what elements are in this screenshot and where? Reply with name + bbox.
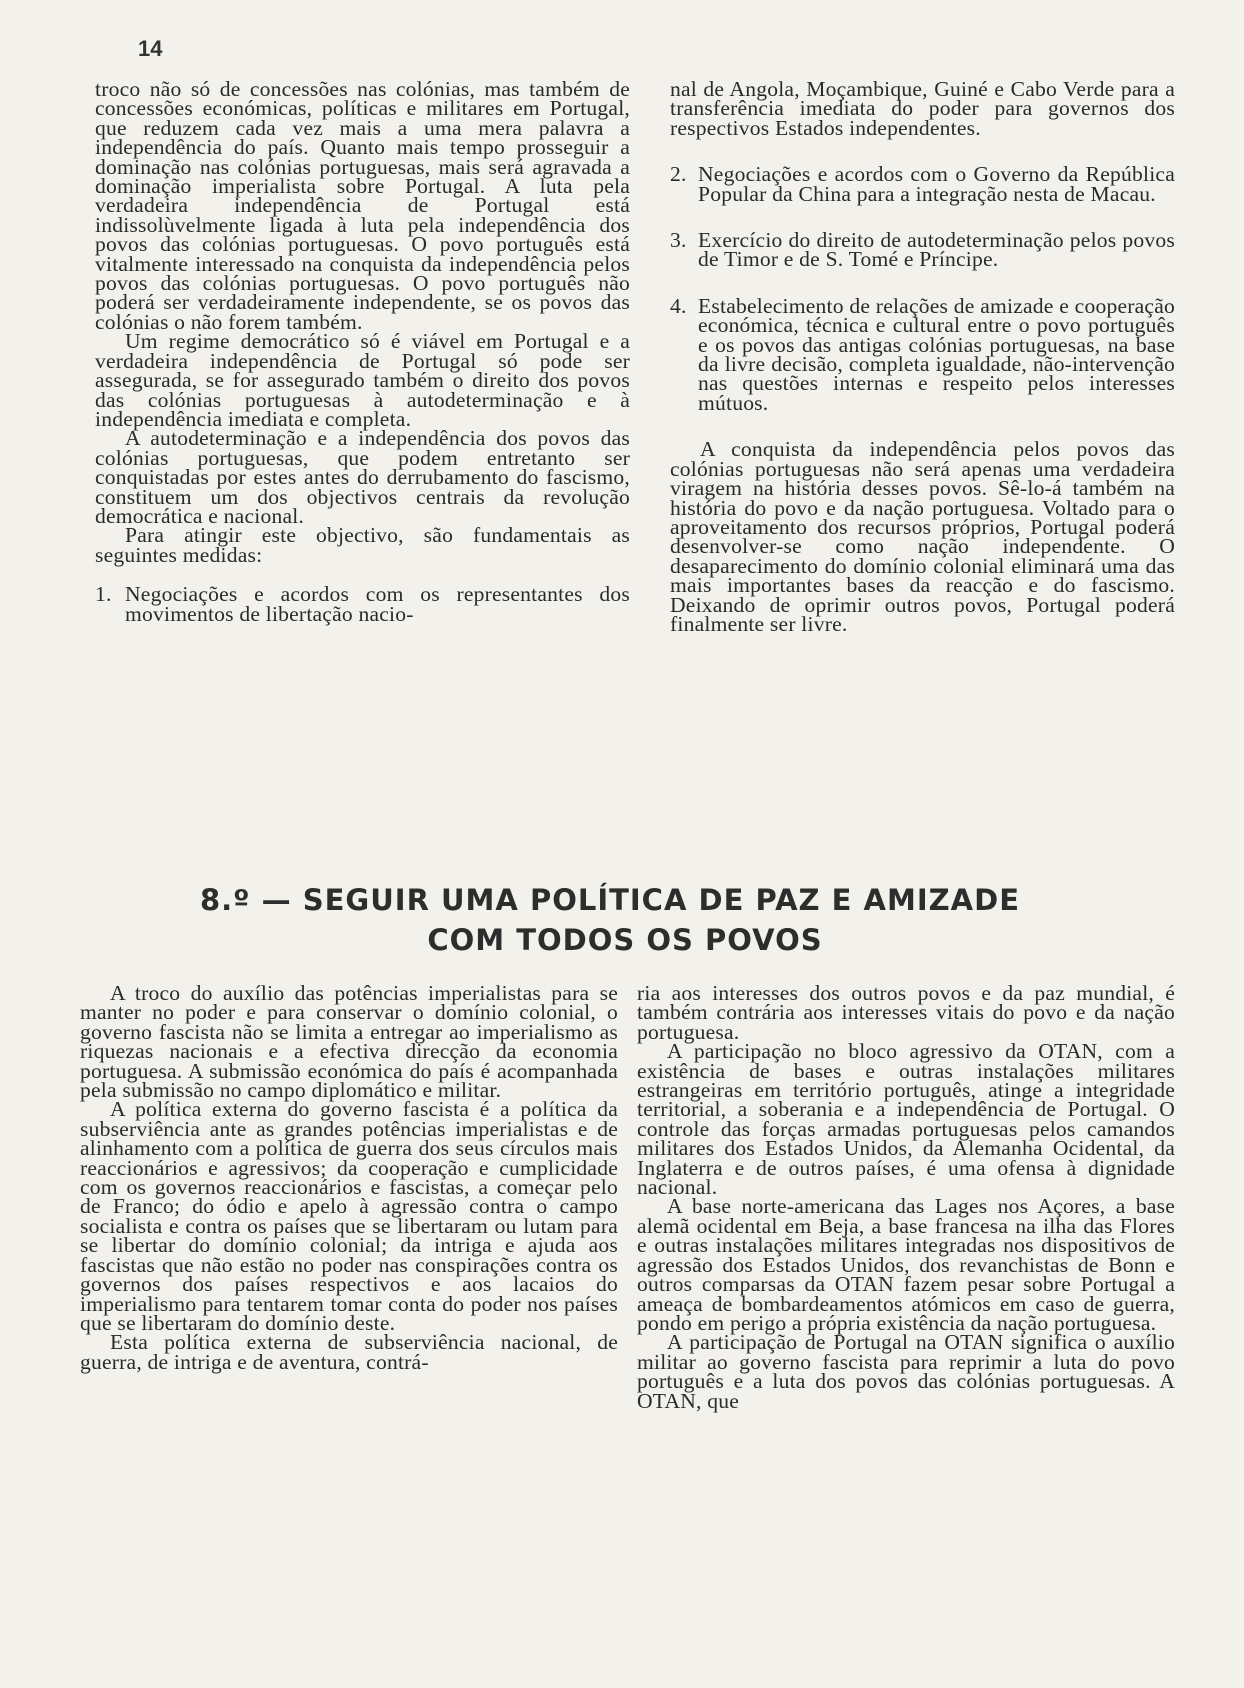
measures-list (95, 582, 630, 626)
list-item (670, 228, 1175, 272)
list-item-text: Negociações e acordos com os representantes dos movimentos de libertação nacio- (125, 582, 630, 626)
paragraph: troco não só de concessões nas colónias, mas também de concessões económicas, políticas e militares em Portugal, que reduzem cada vez mais a uma mera palavra a independência do país. Quanto mais tempo prosseguir a dominação nas colónias portuguesas, mais será agravada a dominação imperialista sobre Portugal. A luta pela verdadeira independência de Portugal está indissolùvelmente ligada à luta pela independência dos povos das colónias portuguesas. O povo português está vitalmente interessado na conquista da independência pelos povos das colónias portuguesas. O povo português não poderá ser verdadeiramente independente, se os povos das colónias o não forem também. (95, 77, 630, 334)
paragraph: A política externa do governo fascista é a política da subserviência ante as grandes potências imperialistas e de alinhamento com a política de guerra dos seus círculos mais reaccionários e agressivos; da cooperação e cumplicidade com os governos reaccionários e fascistas, a começar pelo de Franco; do ódio e apelo à agressão contra o campo socialista e contra os países que se libertaram ou lutam para se libertar do domínio colonial; da intriga e ajuda aos fascistas que não estão no poder nas conspirações contra os governos dos países respectivos e aos lacaios do imperialismo para tentarem tomar conta do poder nos países que se libertaram do domínio deste. (80, 1097, 618, 1335)
list-item-number: 2. (670, 162, 687, 187)
paragraph: A troco do auxílio das potências imperialistas para se manter no poder e para conservar o domínio colonial, o governo fascista não se limita a entregar ao imperialismo as riquezas nacionais e a efectiva direcção da economia portuguesa. A submissão económica do país é acompanhada pela submissão no campo diplomático e militar. (80, 981, 618, 1103)
paragraph: Esta política externa de subserviência nacional, de guerra, de intriga e de aventura, contrá- (80, 1330, 618, 1374)
list-item (670, 162, 1175, 206)
section-heading-line1: 8.º — SEGUIR UMA POLÍTICA DE PAZ E AMIZADE (199, 883, 1020, 917)
list-item-text: Negociações e acordos com o Governo da República Popular da China para a integração nesta de Macau. (698, 162, 1175, 206)
paragraph: ria aos interesses dos outros povos e da paz mundial, é também contrária aos interesses vitais do povo e da nação portuguesa. (637, 981, 1175, 1044)
paragraph: Para atingir este objectivo, são fundamentais as seguintes medidas: (95, 523, 630, 567)
bottom-left-column (80, 981, 618, 1374)
paragraph: A participação de Portugal na OTAN significa o auxílio militar ao governo fascista para reprimir a luta do povo português e a luta dos povos das colónias portuguesas. A OTAN, que (637, 1330, 1175, 1413)
paragraph: A participação no bloco agressivo da OTAN, com a existência de bases e outras instalações militares estrangeiras em território português, atinge a integridade territorial, a soberania e a independência de Portugal. O controle das forças armadas portuguesas pelos camandos militares dos Estados Unidos, da Alemanha Ocidental, da Inglaterra e de outros países, é uma ofensa à dignidade nacional. (637, 1039, 1175, 1200)
list-item-text: Exercício do direito de autodeterminação pelos povos de Timor e de S. Tomé e Príncipe. (698, 228, 1175, 272)
list-item-number: 1. (95, 582, 112, 607)
section-heading-line2: COM TODOS OS POVOS (427, 923, 823, 957)
list-item (670, 293, 1175, 415)
list-item-number: 3. (670, 228, 687, 253)
top-left-column (95, 77, 630, 626)
section-heading (160, 880, 1060, 960)
measures-list (670, 162, 1175, 415)
bottom-right-column (637, 981, 1175, 1413)
paragraph: A autodeterminação e a independência dos povos das colónias portuguesas, que podem entretanto ser conquistadas por estes antes do derrubamento do fascismo, constituem um dos objectivos centrais da revolução democrática e nacional. (95, 426, 630, 528)
paragraph: A base norte-americana das Lages nos Açores, a base alemã ocidental em Beja, a base francesa na ilha das Flores e outras instalações militares integradas nos dispositivos de agressão dos Estados Unidos, dos revanchistas de Bonn e outros comparsas da OTAN fazem pesar sobre Portugal a ameaça de bombardeamentos atómicos em caso de guerra, pondo em perigo a própria existência da nação portuguesa. (637, 1194, 1175, 1335)
list-item-number: 4. (670, 293, 687, 318)
paragraph: Um regime democrático só é viável em Portugal e a verdadeira independência de Portugal só pode ser assegurada, se for assegurado também o direito dos povos das colónias portuguesas à autodeterminação e à independência imediata e completa. (95, 329, 630, 431)
paragraph-continuation: nal de Angola, Moçambique, Guiné e Cabo Verde para a transferência imediata do poder para governos dos respectivos Estados independentes. (670, 77, 1175, 140)
list-item (95, 582, 630, 626)
paragraph: A conquista da independência pelos povos das colónias portuguesas não será apenas uma verdadeira viragem na história desses povos. Sê-lo-á também na história do povo e da nação portuguesa. Voltado para o aproveitamento dos recursos próprios, Portugal poderá desenvolver-se como nação independente. O desaparecimento do domínio colonial eliminará uma das mais importantes bases da reacção e do fascismo. Deixando de oprimir outros povos, Portugal poderá finalmente ser livre. (670, 437, 1175, 636)
list-item-text: Estabelecimento de relações de amizade e cooperação económica, técnica e cultural entre o povo português e os povos das antigas colónias portuguesas, na base da livre decisão, completa igualdade, não-intervenção nas questões internas e respeito pelos interesses mútuos. (698, 293, 1175, 415)
top-right-column (670, 77, 1175, 636)
page-number: 14 (138, 36, 163, 61)
